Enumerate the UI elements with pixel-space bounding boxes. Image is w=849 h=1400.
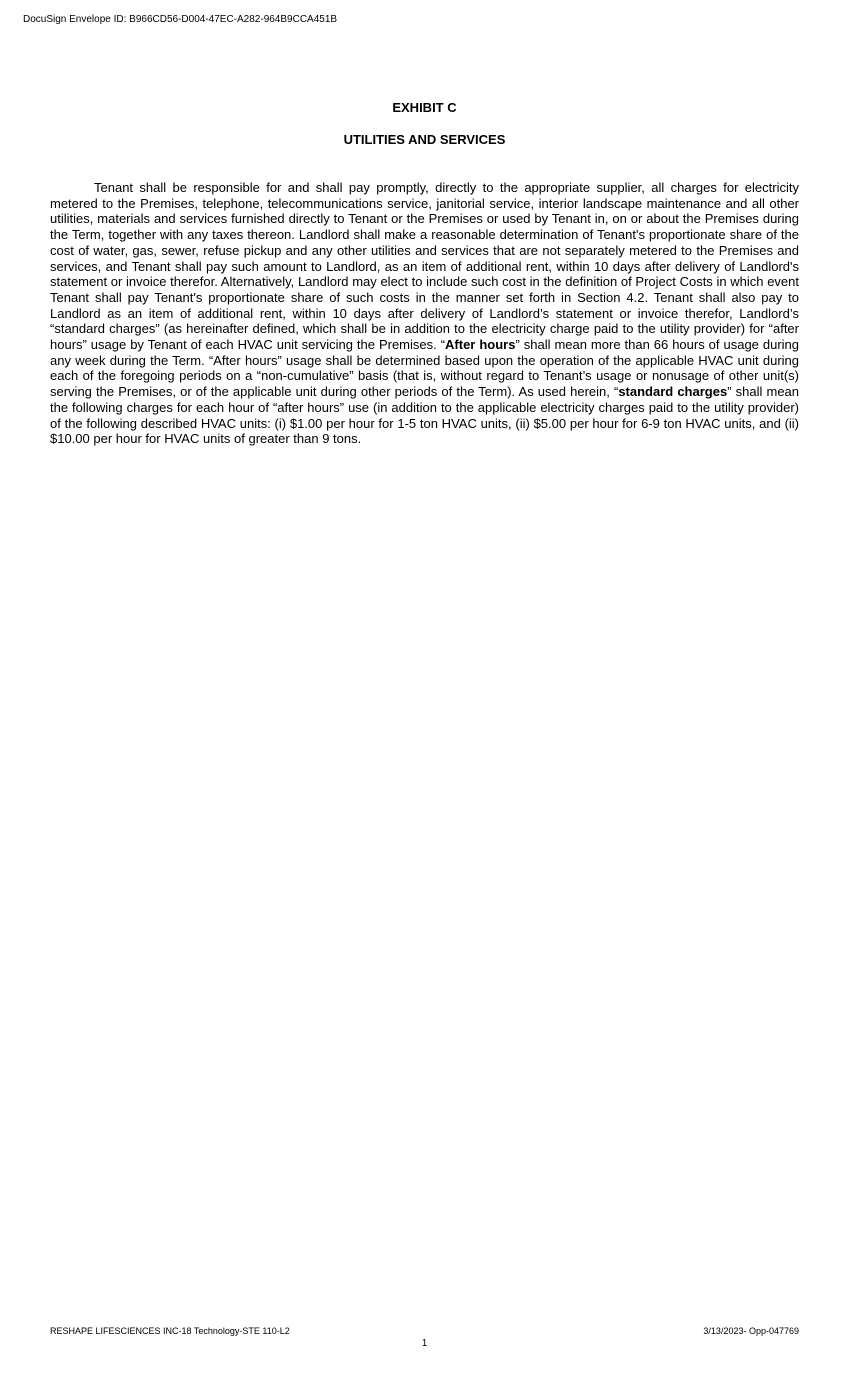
standard-charges-term: standard charges — [618, 384, 728, 400]
footer-date-reference: 3/13/2023- Opp-047769 — [703, 1326, 799, 1336]
docusign-envelope-id: DocuSign Envelope ID: B966CD56-D004-47EC-A282-964B9CCA451B — [23, 14, 338, 25]
utilities-paragraph — [50, 180, 799, 447]
page-number: 1 — [421, 1338, 428, 1349]
footer-tenant-reference: RESHAPE LIFESCIENCES INC-18 Technology-STE 110-L2 — [50, 1326, 290, 1336]
exhibit-title: EXHIBIT C — [392, 100, 457, 115]
paragraph-text-part3: ” shall mean the following charges for each hour of “after hours” use (in addition to the applicable electricity charges paid to the utility provider) of the following described HVAC units: (i) $1.00 per hour for 1-5 ton HVAC units, (ii) $5.00 per hour for 6-9 ton HVAC units, and (ii) $10.00 per hour for HVAC units of greater than 9 tons. — [50, 384, 800, 447]
paragraph-text-part1: Tenant shall be responsible for and shall pay promptly, directly to the appropriate supplier, all charges for electricity metered to the Premises, telephone, telecommunications service, janitorial service, interior landscape maintenance and all other utilities, materials and services furnished directly to Tenant or the Premises or used by Tenant in, on or about the Premises during the Term, together with any taxes thereon. Landlord shall make a reasonable determination of Tenant's proportionate share of the cost of water, gas, sewer, refuse pickup and any other utilities and services that are not separately metered to the Premises and services, and Tenant shall pay such amount to Landlord, as an item of additional rent, within 10 days after delivery of Landlord's statement or invoice therefor. Alternatively, Landlord may elect to include such cost in the definition of Project Costs in which event Tenant shall pay Tenant's proportionate share of such costs in the manner set forth in Section 4.2. Tenant shall also pay to Landlord as an item of additional rent, within 10 days after delivery of Landlord’s statement or invoice therefor, Landlord’s “standard charges” (as hereinafter defined, which shall be in addition to the electricity charge paid to the utility provider) for “after hours” usage by Tenant of each HVAC unit servicing the Premises. “ — [50, 180, 799, 353]
paragraph-text-part2: ” shall mean more than 66 hours of usage during any week during the Term. “After hours” usage shall be determined based upon the operation of the applicable HVAC unit during each of the foregoing periods on a “non-cumulative” basis (that is, without regard to Tenant’s usage or nonusage of other unit(s) serving the Premises, or of the applicable unit during other periods of the Term). As used herein, “ — [50, 337, 800, 400]
exhibit-subtitle: UTILITIES AND SERVICES — [343, 132, 506, 147]
after-hours-term: After hours — [445, 337, 516, 353]
